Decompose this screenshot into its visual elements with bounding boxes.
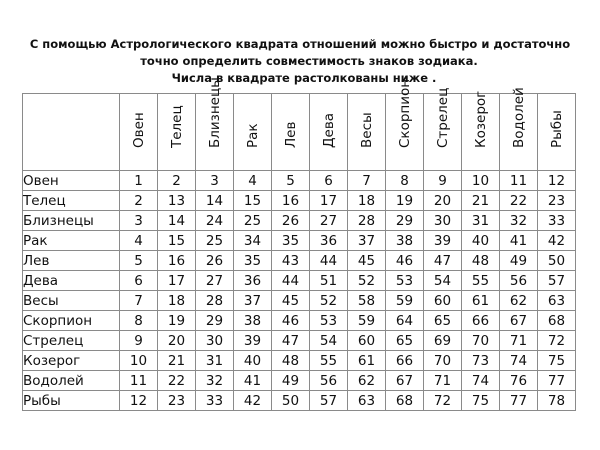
row-header-label: Телец	[23, 191, 120, 211]
table-cell: 42	[234, 391, 272, 411]
table-cell: 38	[234, 311, 272, 331]
table-cell: 67	[386, 371, 424, 391]
table-cell: 57	[538, 271, 576, 291]
row-header-label: Стрелец	[23, 331, 120, 351]
table-cell: 55	[462, 271, 500, 291]
column-header	[462, 90, 500, 171]
table-cell: 10	[462, 171, 500, 191]
table-row	[23, 171, 576, 191]
table-cell: 7	[120, 291, 158, 311]
table-cell: 39	[234, 331, 272, 351]
table-cell: 66	[462, 311, 500, 331]
table-cell: 46	[386, 251, 424, 271]
column-header	[196, 77, 234, 171]
heading-line-1: С помощью Астрологического квадрата отношений можно быстро и достаточно	[29, 37, 571, 51]
table-cell: 29	[196, 311, 234, 331]
table-row	[23, 311, 576, 331]
heading-line-3: Числа в квадрате растолкованы ниже .	[171, 71, 437, 85]
table-cell: 3	[196, 171, 234, 191]
table-cell: 46	[272, 311, 310, 331]
table-cell: 16	[272, 191, 310, 211]
column-header-label: Весы	[358, 112, 375, 148]
table-cell: 61	[348, 351, 386, 371]
column-header	[120, 94, 158, 171]
table-cell: 22	[158, 371, 196, 391]
row-header-label: Лев	[23, 251, 120, 271]
table-row	[23, 291, 576, 311]
column-header	[158, 94, 196, 171]
table-cell: 28	[348, 211, 386, 231]
row-header-label: Рак	[23, 231, 120, 251]
column-header-label: Рак	[244, 123, 261, 148]
table-cell: 4	[120, 231, 158, 251]
table-cell: 23	[538, 191, 576, 211]
table-cell: 54	[424, 271, 462, 291]
table-cell: 62	[500, 291, 538, 311]
column-header-label: Близнецы	[206, 77, 223, 148]
table-cell: 74	[500, 351, 538, 371]
table-cell: 71	[500, 331, 538, 351]
table-cell: 31	[462, 211, 500, 231]
table-cell: 56	[310, 371, 348, 391]
table-cell: 26	[272, 211, 310, 231]
table-cell: 50	[538, 251, 576, 271]
table-cell: 49	[272, 371, 310, 391]
column-header	[500, 87, 538, 171]
heading	[0, 36, 600, 87]
column-header	[538, 94, 576, 171]
table-cell: 56	[500, 271, 538, 291]
table-cell: 17	[310, 191, 348, 211]
column-header-label: Телец	[168, 105, 185, 148]
table-row	[23, 331, 576, 351]
table-cell: 19	[158, 311, 196, 331]
table-cell: 22	[500, 191, 538, 211]
table-cell: 62	[348, 371, 386, 391]
table-cell: 18	[158, 291, 196, 311]
table-cell: 34	[234, 231, 272, 251]
table-cell: 52	[348, 271, 386, 291]
table-cell: 40	[234, 351, 272, 371]
table-cell: 45	[272, 291, 310, 311]
table-cell: 15	[158, 231, 196, 251]
table-row	[23, 211, 576, 231]
row-header-label: Дева	[23, 271, 120, 291]
table-cell: 59	[348, 311, 386, 331]
table-cell: 55	[310, 351, 348, 371]
table-cell: 12	[538, 171, 576, 191]
table-cell: 70	[462, 331, 500, 351]
table-cell: 7	[348, 171, 386, 191]
table-cell: 77	[500, 391, 538, 411]
table-cell: 20	[158, 331, 196, 351]
row-header-label: Овен	[23, 171, 120, 191]
table-cell: 14	[196, 191, 234, 211]
table-cell: 54	[310, 331, 348, 351]
table-cell: 9	[120, 331, 158, 351]
table-cell: 2	[120, 191, 158, 211]
table-cell: 36	[310, 231, 348, 251]
column-header	[386, 78, 424, 171]
table-cell: 75	[538, 351, 576, 371]
table-cell: 3	[120, 211, 158, 231]
row-header-label: Водолей	[23, 371, 120, 391]
table-cell: 28	[196, 291, 234, 311]
table-cell: 63	[348, 391, 386, 411]
table-cell: 18	[348, 191, 386, 211]
table-cell: 67	[500, 311, 538, 331]
table-row	[23, 371, 576, 391]
table-cell: 6	[310, 171, 348, 191]
table-cell: 13	[158, 191, 196, 211]
table-cell: 40	[462, 231, 500, 251]
table-row	[23, 351, 576, 371]
table-cell: 64	[386, 311, 424, 331]
table-cell: 48	[462, 251, 500, 271]
table-row	[23, 191, 576, 211]
table-cell: 1	[120, 171, 158, 191]
table-cell: 17	[158, 271, 196, 291]
table-cell: 16	[158, 251, 196, 271]
column-header-label: Козерог	[472, 90, 489, 148]
table-cell: 9	[424, 171, 462, 191]
table-cell: 63	[538, 291, 576, 311]
table-cell: 21	[462, 191, 500, 211]
table-cell: 48	[272, 351, 310, 371]
table-cell: 74	[462, 371, 500, 391]
column-header-label: Стрелец	[434, 87, 451, 148]
column-header	[272, 94, 310, 171]
table-cell: 59	[386, 291, 424, 311]
table-cell: 29	[386, 211, 424, 231]
table-cell: 49	[500, 251, 538, 271]
row-header-label: Весы	[23, 291, 120, 311]
table-cell: 11	[500, 171, 538, 191]
column-header	[310, 94, 348, 171]
column-header-label: Овен	[130, 112, 147, 148]
table-cell: 38	[386, 231, 424, 251]
table-cell: 70	[424, 351, 462, 371]
table-cell: 58	[348, 291, 386, 311]
table-cell: 8	[120, 311, 158, 331]
column-header-label: Скорпион	[396, 78, 413, 148]
table-cell: 75	[462, 391, 500, 411]
table-cell: 14	[158, 211, 196, 231]
table-cell: 25	[196, 231, 234, 251]
table-cell: 78	[538, 391, 576, 411]
column-header-label: Дева	[320, 112, 337, 148]
row-header-label: Близнецы	[23, 211, 120, 231]
table-cell: 47	[424, 251, 462, 271]
table-cell: 44	[272, 271, 310, 291]
table-cell: 24	[196, 211, 234, 231]
table-cell: 66	[386, 351, 424, 371]
table-cell: 23	[158, 391, 196, 411]
column-header	[424, 87, 462, 171]
table-cell: 47	[272, 331, 310, 351]
column-header-row	[23, 94, 576, 171]
heading-line-2: точно определить совместимость знаков зодиака.	[140, 54, 478, 68]
row-header-label: Козерог	[23, 351, 120, 371]
column-header	[234, 94, 272, 171]
table-cell: 31	[196, 351, 234, 371]
table-cell: 35	[234, 251, 272, 271]
row-header-label: Рыбы	[23, 391, 120, 411]
table-cell: 60	[424, 291, 462, 311]
table-row	[23, 391, 576, 411]
table-cell: 33	[538, 211, 576, 231]
table-cell: 68	[538, 311, 576, 331]
table-cell: 72	[424, 391, 462, 411]
column-header-label: Рыбы	[548, 110, 565, 148]
table-row	[23, 271, 576, 291]
table-cell: 77	[538, 371, 576, 391]
table-cell: 37	[348, 231, 386, 251]
table-cell: 26	[196, 251, 234, 271]
table-row	[23, 231, 576, 251]
table-cell: 20	[424, 191, 462, 211]
table-cell: 50	[272, 391, 310, 411]
table-cell: 10	[120, 351, 158, 371]
table-cell: 2	[158, 171, 196, 191]
table-cell: 76	[500, 371, 538, 391]
column-header	[348, 94, 386, 171]
table-row	[23, 251, 576, 271]
table-cell: 6	[120, 271, 158, 291]
table-cell: 72	[538, 331, 576, 351]
table-cell: 4	[234, 171, 272, 191]
table-cell: 19	[386, 191, 424, 211]
table-cell: 53	[310, 311, 348, 331]
table-cell: 15	[234, 191, 272, 211]
table-cell: 21	[158, 351, 196, 371]
table-cell: 33	[196, 391, 234, 411]
table-cell: 65	[386, 331, 424, 351]
table-cell: 68	[386, 391, 424, 411]
table-cell: 11	[120, 371, 158, 391]
table-cell: 73	[462, 351, 500, 371]
table-cell: 45	[348, 251, 386, 271]
table-cell: 32	[500, 211, 538, 231]
table-cell: 27	[196, 271, 234, 291]
table-cell: 61	[462, 291, 500, 311]
table-cell: 25	[234, 211, 272, 231]
table-cell: 36	[234, 271, 272, 291]
table-cell: 53	[386, 271, 424, 291]
table-cell: 32	[196, 371, 234, 391]
table-cell: 5	[120, 251, 158, 271]
table-cell: 57	[310, 391, 348, 411]
table-cell: 39	[424, 231, 462, 251]
table-cell: 41	[234, 371, 272, 391]
table-cell: 69	[424, 331, 462, 351]
corner-cell	[23, 94, 120, 171]
column-header-label: Лев	[282, 121, 299, 148]
table-cell: 8	[386, 171, 424, 191]
table-cell: 12	[120, 391, 158, 411]
table-cell: 41	[500, 231, 538, 251]
table-cell: 44	[310, 251, 348, 271]
table-cell: 51	[310, 271, 348, 291]
table-cell: 30	[196, 331, 234, 351]
table-cell: 65	[424, 311, 462, 331]
table-cell: 27	[310, 211, 348, 231]
table-cell: 42	[538, 231, 576, 251]
column-header-label: Водолей	[510, 87, 527, 148]
table-cell: 5	[272, 171, 310, 191]
table-cell: 43	[272, 251, 310, 271]
table-cell: 71	[424, 371, 462, 391]
table-cell: 30	[424, 211, 462, 231]
table-cell: 37	[234, 291, 272, 311]
table-cell: 52	[310, 291, 348, 311]
row-header-label: Скорпион	[23, 311, 120, 331]
table-cell: 35	[272, 231, 310, 251]
table-cell: 60	[348, 331, 386, 351]
